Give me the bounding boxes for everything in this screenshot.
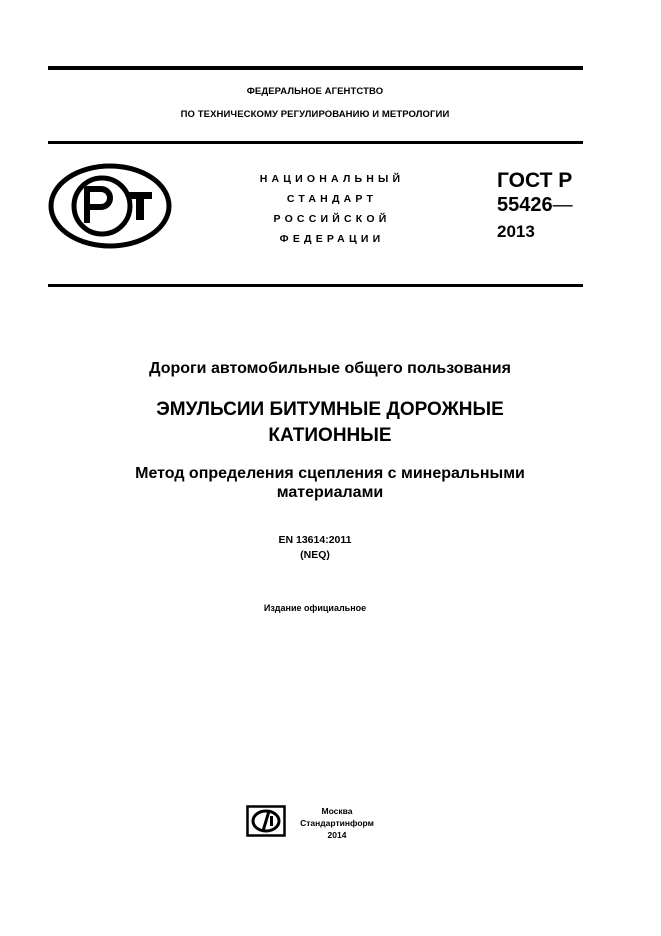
- standard-type-line-2: СТАНДАРТ: [286, 193, 378, 205]
- reference-standard: EN 13614:2011: [278, 534, 352, 546]
- edition-label: Издание официальное: [263, 603, 367, 613]
- top-rule: [48, 66, 583, 70]
- gost-designation: ГОСТ Р: [497, 169, 573, 192]
- publisher-year: 2014: [327, 830, 347, 840]
- agency-line-1: ФЕДЕРАЛЬНОЕ АГЕНТСТВО: [246, 86, 384, 97]
- main-title-line-1: ЭМУЛЬСИИ БИТУМНЫЕ ДОРОЖНЫЕ: [156, 399, 504, 420]
- gost-dash: —: [552, 194, 573, 216]
- gost-number-row: [497, 194, 573, 217]
- gost-logo: [48, 163, 172, 254]
- agency-line-2: ПО ТЕХНИЧЕСКОМУ РЕГУЛИРОВАНИЮ И МЕТРОЛОГИИ: [180, 109, 450, 120]
- publisher-name: Стандартинформ: [300, 818, 374, 828]
- subtitle-line-2: материалами: [276, 484, 384, 501]
- reference-degree: (NEQ): [300, 549, 330, 561]
- gost-number: 55426: [497, 194, 553, 216]
- standard-type-line-4: ФЕДЕРАЦИИ: [279, 233, 385, 245]
- main-title-line-2: КАТИОННЫЕ: [268, 425, 392, 446]
- document-group-title: Дороги автомобильные общего пользования: [149, 360, 511, 377]
- standard-type-line-1: НАЦИОНАЛЬНЫЙ: [259, 173, 405, 185]
- publisher-city: Москва: [321, 806, 353, 816]
- designation-rule: [48, 284, 583, 287]
- header-rule: [48, 141, 583, 144]
- standard-type-line-3: РОССИЙСКОЙ: [273, 213, 391, 225]
- subtitle-line-1: Метод определения сцепления с минеральными: [135, 465, 525, 482]
- gost-year: 2013: [497, 222, 535, 241]
